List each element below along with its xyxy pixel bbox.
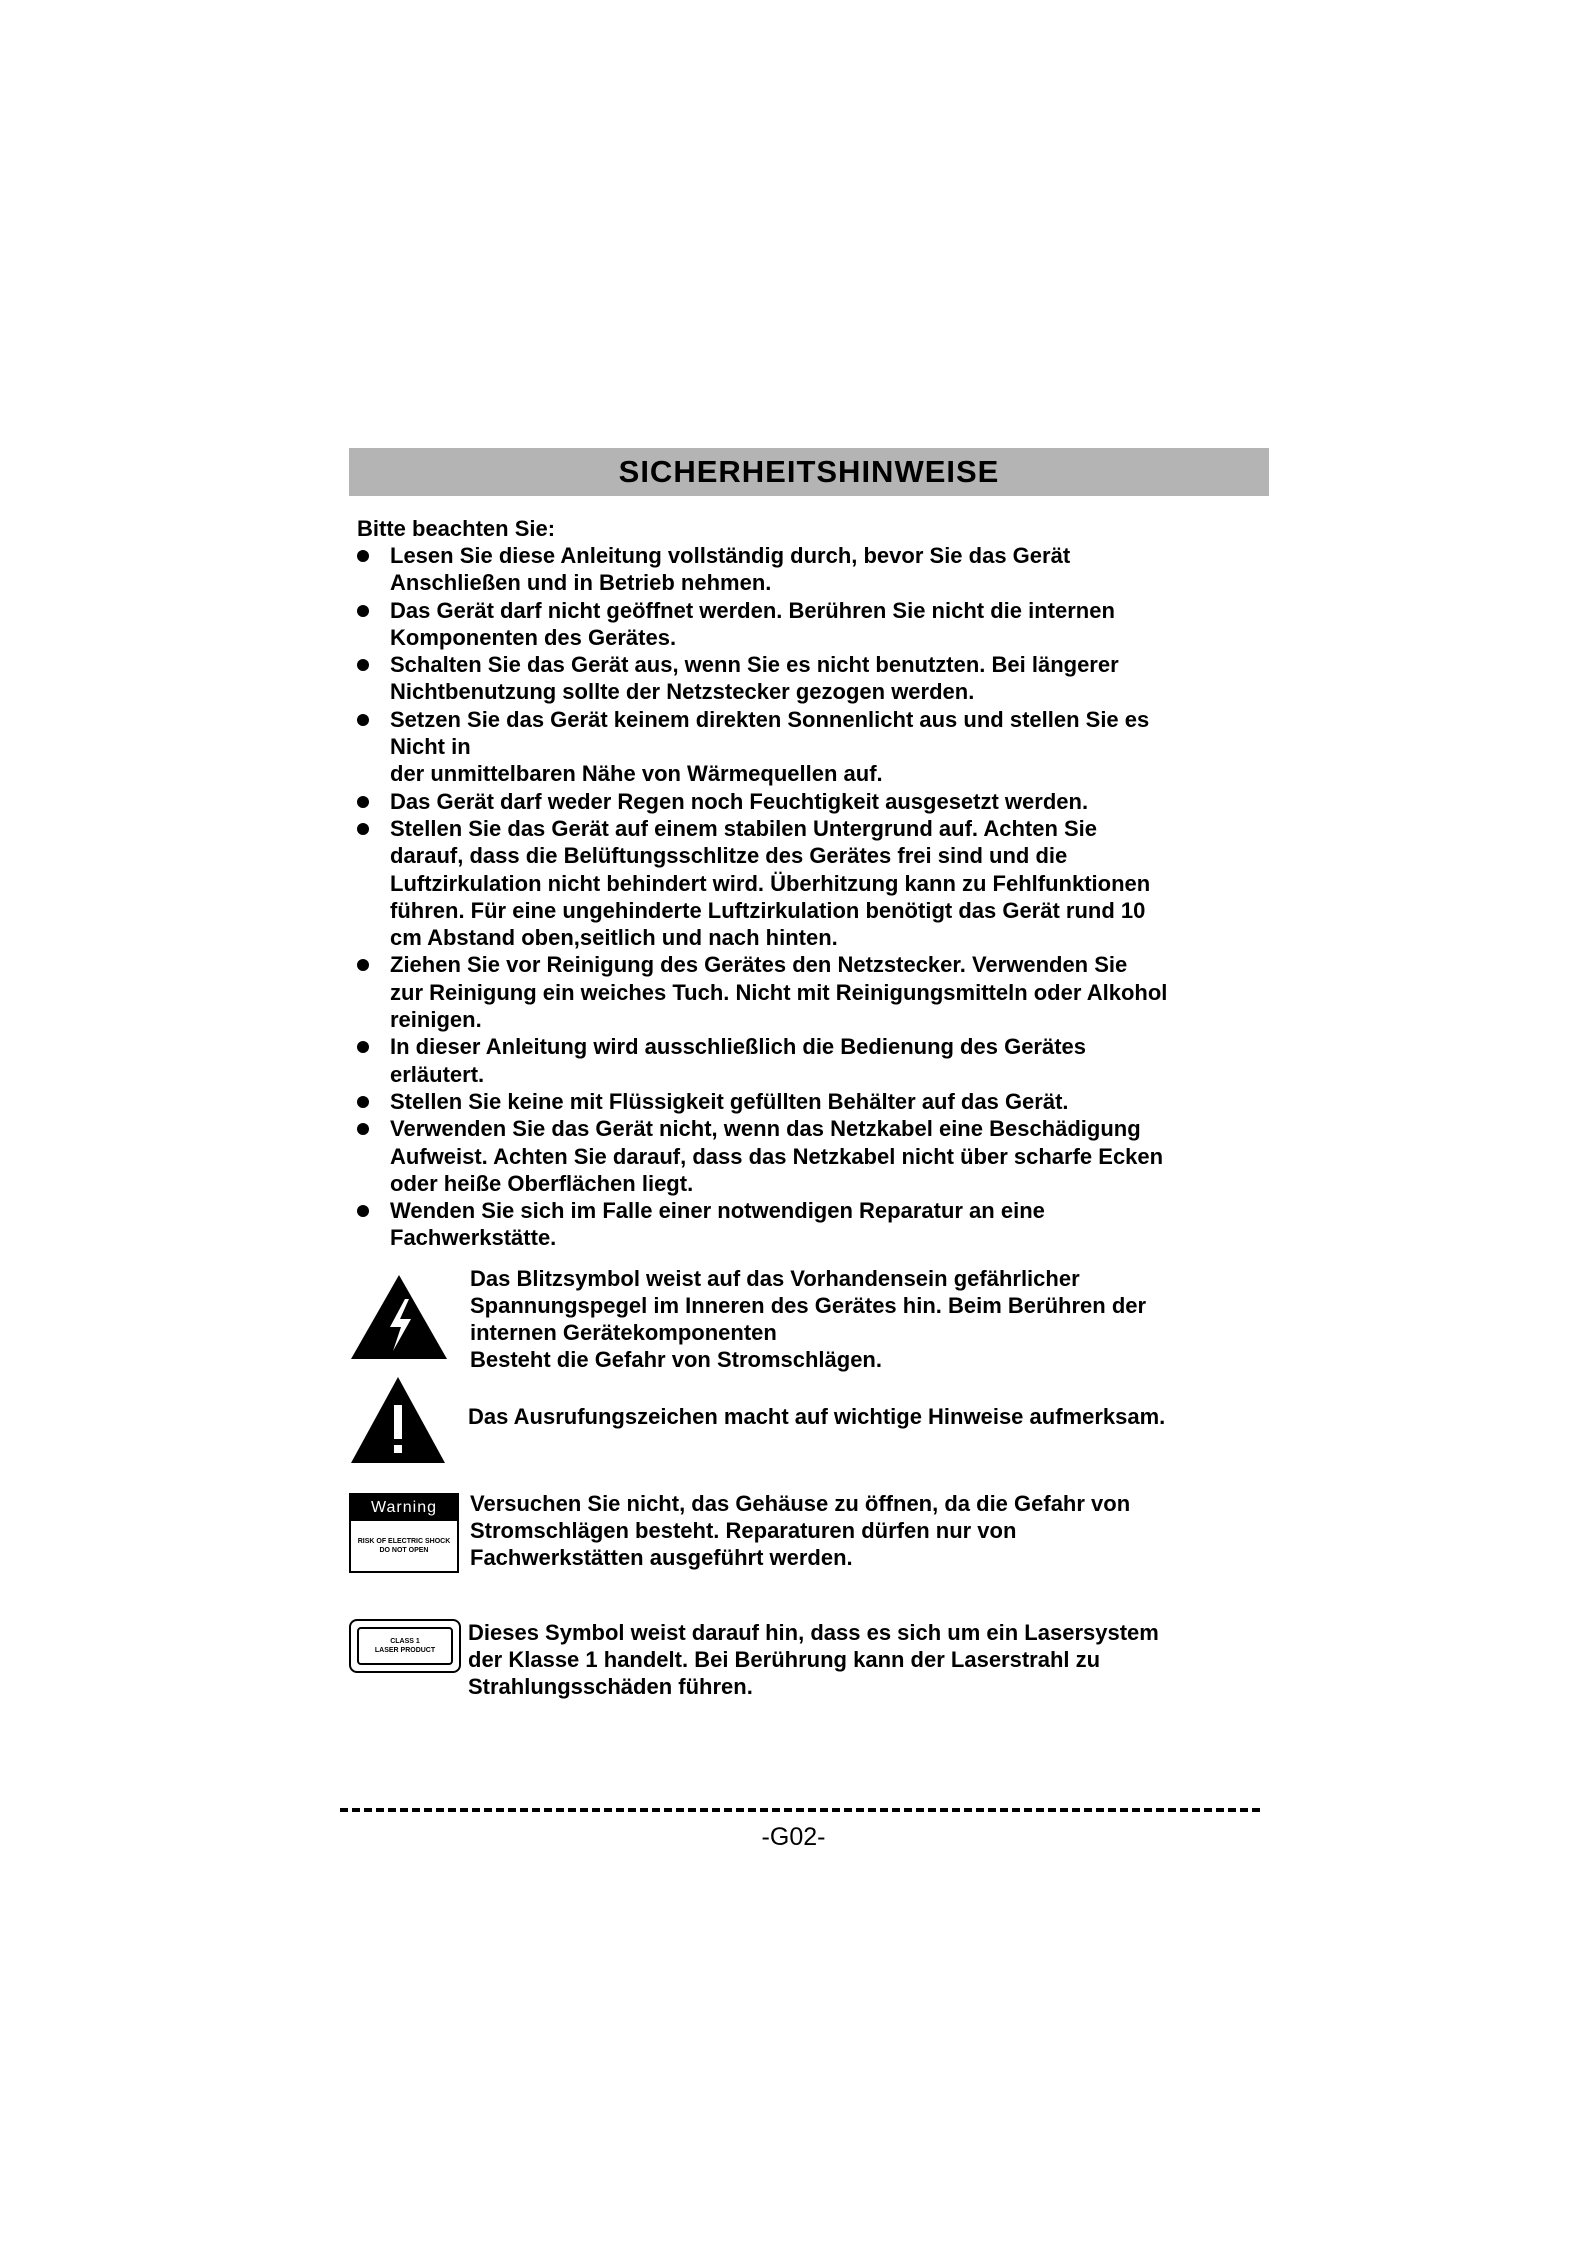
list-item-line: Fachwerkstätte. (390, 1225, 557, 1251)
list-item (357, 651, 1267, 706)
laser-label-text (468, 1619, 1159, 1700)
list-item (357, 597, 1267, 652)
list-item (357, 815, 1267, 951)
laser-class-label-icon (349, 1619, 461, 1673)
list-item-line: reinigen. (390, 1007, 482, 1033)
lightning-symbol-row (349, 1265, 1279, 1377)
list-item-line: führen. Für eine ungehinderte Luftzirkulation benötigt das Gerät rund 10 (390, 897, 1146, 923)
warning-label-title: Warning (351, 1495, 457, 1521)
bullet-icon (357, 1123, 369, 1135)
list-item-line: Nicht in (390, 734, 471, 760)
list-item-line: Setzen Sie das Gerät keinem direkten Sonnenlicht aus und stellen Sie es (390, 706, 1150, 732)
page-title: SICHERHEITSHINWEISE (618, 454, 1000, 489)
warning-label-line: DO NOT OPEN (379, 1547, 429, 1554)
warning-text-line: Stromschlägen besteht. Reparaturen dürfen nur von (470, 1518, 1017, 1543)
warning-text-line: Fachwerkstätten ausgeführt werden. (470, 1545, 853, 1570)
warning-label-line: RISK OF ELECTRIC SHOCK (357, 1538, 451, 1545)
list-item-line: cm Abstand oben,seitlich und nach hinten. (390, 925, 838, 951)
list-item-line: darauf, dass die Belüftungsschlitze des Gerätes frei sind und die (390, 843, 1068, 869)
list-item (357, 1115, 1267, 1197)
list-item (357, 1033, 1267, 1088)
bullet-icon (357, 959, 369, 971)
bullet-icon (357, 1041, 369, 1053)
list-item-line: Ziehen Sie vor Reinigung des Gerätes den Netzstecker. Verwenden Sie (390, 952, 1128, 978)
safety-list (357, 542, 1267, 1252)
list-item-line: Nichtbenutzung sollte der Netzstecker gezogen werden. (390, 679, 975, 705)
exclamation-symbol-text (468, 1403, 1165, 1430)
list-item (357, 1088, 1267, 1115)
exclamation-symbol-row (349, 1375, 1279, 1467)
warning-label-text (470, 1490, 1130, 1571)
bullet-icon (357, 823, 369, 835)
footer-divider (340, 1808, 1260, 1812)
list-item-line: der unmittelbaren Nähe von Wärmequellen auf. (390, 761, 883, 787)
bullet-icon (357, 550, 369, 562)
list-item-line: Aufweist. Achten Sie darauf, dass das Netzkabel nicht über scharfe Ecken (390, 1143, 1164, 1169)
list-item-line: oder heiße Oberflächen liegt. (390, 1170, 694, 1196)
laser-text-line: der Klasse 1 handelt. Bei Berührung kann der Laserstrahl zu (468, 1647, 1101, 1672)
list-item (357, 706, 1267, 788)
bullet-icon (357, 605, 369, 617)
list-item-line: Komponenten des Gerätes. (390, 624, 677, 650)
list-item-line: In dieser Anleitung wird ausschließlich die Bedienung des Gerätes (390, 1034, 1087, 1060)
lightning-text-line: Das Blitzsymbol weist auf das Vorhandensein gefährlicher (470, 1266, 1080, 1291)
list-item-line: Das Gerät darf nicht geöffnet werden. Berühren Sie nicht die internen (390, 597, 1115, 623)
list-item (357, 542, 1267, 597)
list-item-line: Lesen Sie diese Anleitung vollständig durch, bevor Sie das Gerät (390, 543, 1071, 568)
bullet-icon (357, 1205, 369, 1217)
list-item-line: Wenden Sie sich im Falle einer notwendigen Reparatur an eine (390, 1198, 1045, 1224)
title-banner (349, 448, 1269, 496)
laser-label-line: LASER PRODUCT (374, 1647, 436, 1654)
lightning-symbol-text (470, 1265, 1146, 1373)
list-item-line: Stellen Sie keine mit Flüssigkeit gefüllten Behälter auf das Gerät. (390, 1088, 1069, 1114)
list-item (357, 951, 1267, 1033)
list-item-line: Verwenden Sie das Gerät nicht, wenn das Netzkabel eine Beschädigung (390, 1116, 1141, 1142)
bullet-icon (357, 1096, 369, 1108)
bullet-icon (357, 796, 369, 808)
list-item-line: Schalten Sie das Gerät aus, wenn Sie es nicht benutzten. Bei längerer (390, 652, 1119, 678)
page-number: -G02- (761, 1823, 826, 1851)
list-item (357, 1197, 1267, 1252)
warning-label-row (349, 1490, 1279, 1580)
list-item-line: zur Reinigung ein weiches Tuch. Nicht mit Reinigungsmitteln oder Alkohol (390, 979, 1168, 1005)
exclamation-warning-icon (349, 1375, 447, 1470)
bullet-icon (357, 659, 369, 671)
warning-text-line: Versuchen Sie nicht, das Gehäuse zu öffnen, da die Gefahr von (470, 1491, 1131, 1516)
warning-label-icon (349, 1493, 459, 1573)
lightning-text-line: internen Gerätekomponenten (470, 1320, 777, 1345)
list-item-line: Das Gerät darf weder Regen noch Feuchtigkeit ausgesetzt werden. (390, 788, 1089, 814)
list-item-line: Luftzirkulation nicht behindert wird. Überhitzung kann zu Fehlfunktionen (390, 870, 1151, 896)
list-item (357, 788, 1267, 815)
lightning-text-line: Spannungspegel im Inneren des Gerätes hin. Beim Berühren der (470, 1293, 1147, 1318)
list-item-line: Anschließen und in Betrieb nehmen. (390, 570, 772, 596)
laser-label-row (349, 1619, 1279, 1709)
exclamation-text-line: Das Ausrufungszeichen macht auf wichtige Hinweise aufmerksam. (468, 1404, 1166, 1429)
laser-text-line: Strahlungsschäden führen. (468, 1674, 753, 1699)
bullet-icon (357, 714, 369, 726)
laser-label-line: CLASS 1 (390, 1638, 420, 1645)
lightning-text-line: Besteht die Gefahr von Stromschlägen. (470, 1347, 882, 1372)
intro-text: Bitte beachten Sie: (357, 516, 556, 541)
lightning-warning-icon (349, 1273, 449, 1366)
list-item-line: Stellen Sie das Gerät auf einem stabilen Untergrund auf. Achten Sie (390, 815, 1098, 841)
list-item-line: erläutert. (390, 1061, 485, 1087)
laser-text-line: Dieses Symbol weist darauf hin, dass es sich um ein Lasersystem (468, 1620, 1159, 1645)
